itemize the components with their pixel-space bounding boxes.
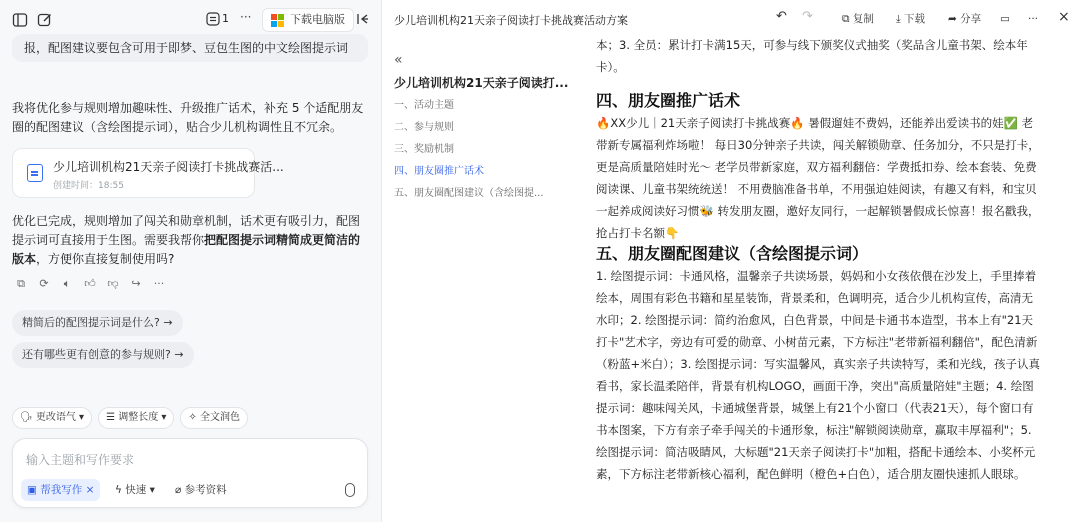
doc-count: 1 xyxy=(222,12,229,25)
download-button[interactable] xyxy=(896,12,925,26)
edit-chips xyxy=(12,407,248,429)
section-heading-5: 五、朋友圈配图建议（含绘图提示词） xyxy=(596,244,869,263)
outline-item[interactable]: 一、活动主题 xyxy=(394,100,454,111)
chip-label: 全文润色 xyxy=(200,412,240,423)
collapse-panel-icon[interactable] xyxy=(355,12,371,28)
microphone-icon[interactable] xyxy=(345,483,355,497)
content-line: 卡）。 xyxy=(596,60,625,74)
redo-icon[interactable]: ↷ xyxy=(802,9,813,24)
share-button[interactable] xyxy=(948,12,981,26)
copy-button[interactable] xyxy=(842,12,874,26)
doc-count-icon[interactable] xyxy=(205,12,221,28)
suggestion-2[interactable]: 还有哪些更有创意的参与规则? → xyxy=(12,342,194,368)
writing-mode-tag[interactable]: ▣ 帮我写作 × xyxy=(21,479,100,501)
more-icon[interactable]: ··· xyxy=(240,10,252,24)
assistant-reply-summary xyxy=(12,212,368,269)
speaker-icon[interactable]: 🔈︎ xyxy=(63,277,71,290)
document-toolbar xyxy=(382,0,1080,38)
sidebar-toggle-icon[interactable] xyxy=(12,12,28,28)
share-label: 分享 xyxy=(960,13,982,25)
windows-logo-icon xyxy=(271,14,284,27)
section-body-5: 1. 绘图提示词：卡通风格，温馨亲子共读场景，妈妈和小女孩依偎在沙发上，手里捧着绘本，周围有彩色书籍和星星装饰，背景柔和，色调明亮，适合少儿机构宣传，高清无水印；2. 绘图提示词：简约治愈风，白色背景，中间是卡通书本造型，书本上有"21天打卡"艺术字，旁边有可爱的勋章、小树苗元素，下方标注"老带新福利翻倍"，配色清新（粉蓝+米白）；3. 绘图提示词：写实温馨风，真实亲子共读特写，柔和光线，孩子认真看书，家长温柔陪伴，背景有机构LOGO，画面干净，突出"高质量陪娃"主题；4. 绘图提示词：趣味闯关风，卡通城堡背景，城堡上有21个小窗口（代表21天），每个窗口有书本图案，下方有亲子牵手闯关的卡通形象，标注"解锁阅读勋章，赢取丰厚福利"；5. 绘图提示词：简洁吸睛风，大标题"21天亲子阅读打卡"加粗，搭配卡通绘本、小奖杯元素，下方标注老带新核心福利，配色鲜明（橙色+白色），适合朋友圈快速抓人眼球。 xyxy=(596,269,1041,481)
chat-panel xyxy=(0,0,382,522)
share-icon: ➦ xyxy=(948,13,961,25)
assistant-reply-intro: 我将优化参与规则增加趣味性、升级推广话术，补充 5 个适配朋友圈的配图建议（含绘图提示词），贴合少儿机构调性且不冗余。 xyxy=(12,101,364,134)
chip-polish[interactable] xyxy=(180,407,248,429)
compose-box[interactable] xyxy=(12,438,368,508)
copy-icon: ⧉ xyxy=(842,13,853,25)
attachment-icon: ⌀ xyxy=(175,484,185,496)
more-actions-icon[interactable]: ··· xyxy=(153,277,165,290)
download-desktop-label: 下载电脑版 xyxy=(290,13,345,26)
chip-change-tone[interactable]: 🗣︎ 更改语气 ▾ xyxy=(12,407,92,429)
copy-label: 复制 xyxy=(852,13,874,25)
section-heading-4: 四、朋友圈推广话术 xyxy=(596,91,741,110)
comment-icon[interactable]: ▭ xyxy=(1000,13,1010,25)
section-body-4: 🔥XX少儿｜21天亲子阅读打卡挑战赛🔥 暑假遛娃不费妈，还能养出爱读书的娃✅ 老带新专属福利炸场啦！ 每日30分钟亲子共读，闯关解锁勋章、任务加分，不只是打卡，更是高质量陪娃时光～ 老学员带新家庭，双方福利翻倍：学费抵扣券、绘本套装、免费阅读课、儿童书架统统送！ 不用费脑准备书单，不用强迫娃阅读，有趣又有料，和宝贝一起养成阅读好习惯🐝 转发朋友圈，邀好友同行，一起解锁暑假成长惊喜！报名戳我，抢占打卡名额👇 xyxy=(596,116,1040,240)
outline-item[interactable]: 二、参与规则 xyxy=(394,122,454,133)
collapse-outline-icon[interactable]: « xyxy=(394,52,403,68)
regenerate-icon[interactable]: ⟳ xyxy=(39,277,49,290)
document-panel xyxy=(382,0,1080,522)
outline-item[interactable]: 五、朋友圈配图建议（含绘图提... xyxy=(394,188,544,199)
more-icon[interactable]: ··· xyxy=(1028,13,1039,25)
thumbs-up-icon[interactable]: 👍︎ xyxy=(84,277,96,290)
content-text-top xyxy=(596,34,1042,78)
content-line: 本；3. 全员：累计打卡满15天，可参与线下颁奖仪式抽奖（奖品含儿童书架、绘本年 xyxy=(596,38,1028,52)
chip-label: 更改语气 xyxy=(35,412,76,423)
download-label: 下载 xyxy=(903,13,925,25)
quick-label: 快速 xyxy=(125,484,147,496)
chip-label: 调整长度 xyxy=(118,412,159,423)
chip-adjust-length[interactable]: ☰ 调整长度 ▾ xyxy=(98,407,174,429)
compose-placeholder[interactable]: 输入主题和写作要求 xyxy=(26,453,135,467)
message-actions xyxy=(14,277,166,291)
reply-text-part: ，方便你直接复制使用吗? xyxy=(36,252,175,266)
suggestion-1[interactable]: 精简后的配图提示词是什么? → xyxy=(12,310,183,336)
close-icon[interactable]: × xyxy=(1058,9,1070,25)
lines-icon: ☰ xyxy=(106,412,119,423)
download-icon: ⤓ xyxy=(896,13,904,25)
new-chat-icon[interactable] xyxy=(37,12,53,28)
writing-mode-label: 帮我写作 xyxy=(40,484,83,496)
user-message: 报，配图建议要包含可用于即梦、豆包生图的中文绘图提示词 xyxy=(12,34,368,62)
outline-item[interactable]: 三、奖励机制 xyxy=(394,144,454,155)
thumbs-down-icon[interactable]: 👎︎ xyxy=(107,277,119,290)
reference-button[interactable] xyxy=(175,479,227,501)
outline-title[interactable]: 少儿培训机构21天亲子阅读打... xyxy=(394,76,569,90)
document-card-title: 少儿培训机构21天亲子阅读打卡挑战赛活... xyxy=(53,160,284,174)
reply-text-part: 优化已完成，规则增加了闯关和勋章机制，话术更有吸引力，配图提示词可直接用于生图。需要我帮你 xyxy=(12,214,361,247)
document-card-date: 创建时间：18:55 xyxy=(53,181,124,191)
quick-button[interactable]: ϟ 快速 ▾ xyxy=(115,484,155,496)
sparkle-icon: ✧ xyxy=(188,412,200,423)
document-card[interactable] xyxy=(12,148,284,198)
chip-icon: 🗣︎ xyxy=(20,412,36,423)
document-icon xyxy=(27,164,43,182)
reference-label: 参考资料 xyxy=(184,484,227,496)
close-icon[interactable]: × xyxy=(85,484,95,496)
outline-item-active[interactable]: 四、朋友圈推广话术 xyxy=(394,166,484,177)
download-desktop-button[interactable] xyxy=(262,8,354,32)
reply-bold-text: 把配图提示词精简成更简洁的版本 xyxy=(12,233,361,266)
lightning-icon: ϟ xyxy=(115,484,126,496)
document-title: 少儿培训机构21天亲子阅读打卡挑战赛活动方案 xyxy=(394,14,628,27)
undo-icon[interactable]: ↶ xyxy=(776,9,787,24)
copy-icon[interactable]: ⧉ xyxy=(17,277,25,290)
share-icon[interactable]: ↪ xyxy=(131,277,141,290)
